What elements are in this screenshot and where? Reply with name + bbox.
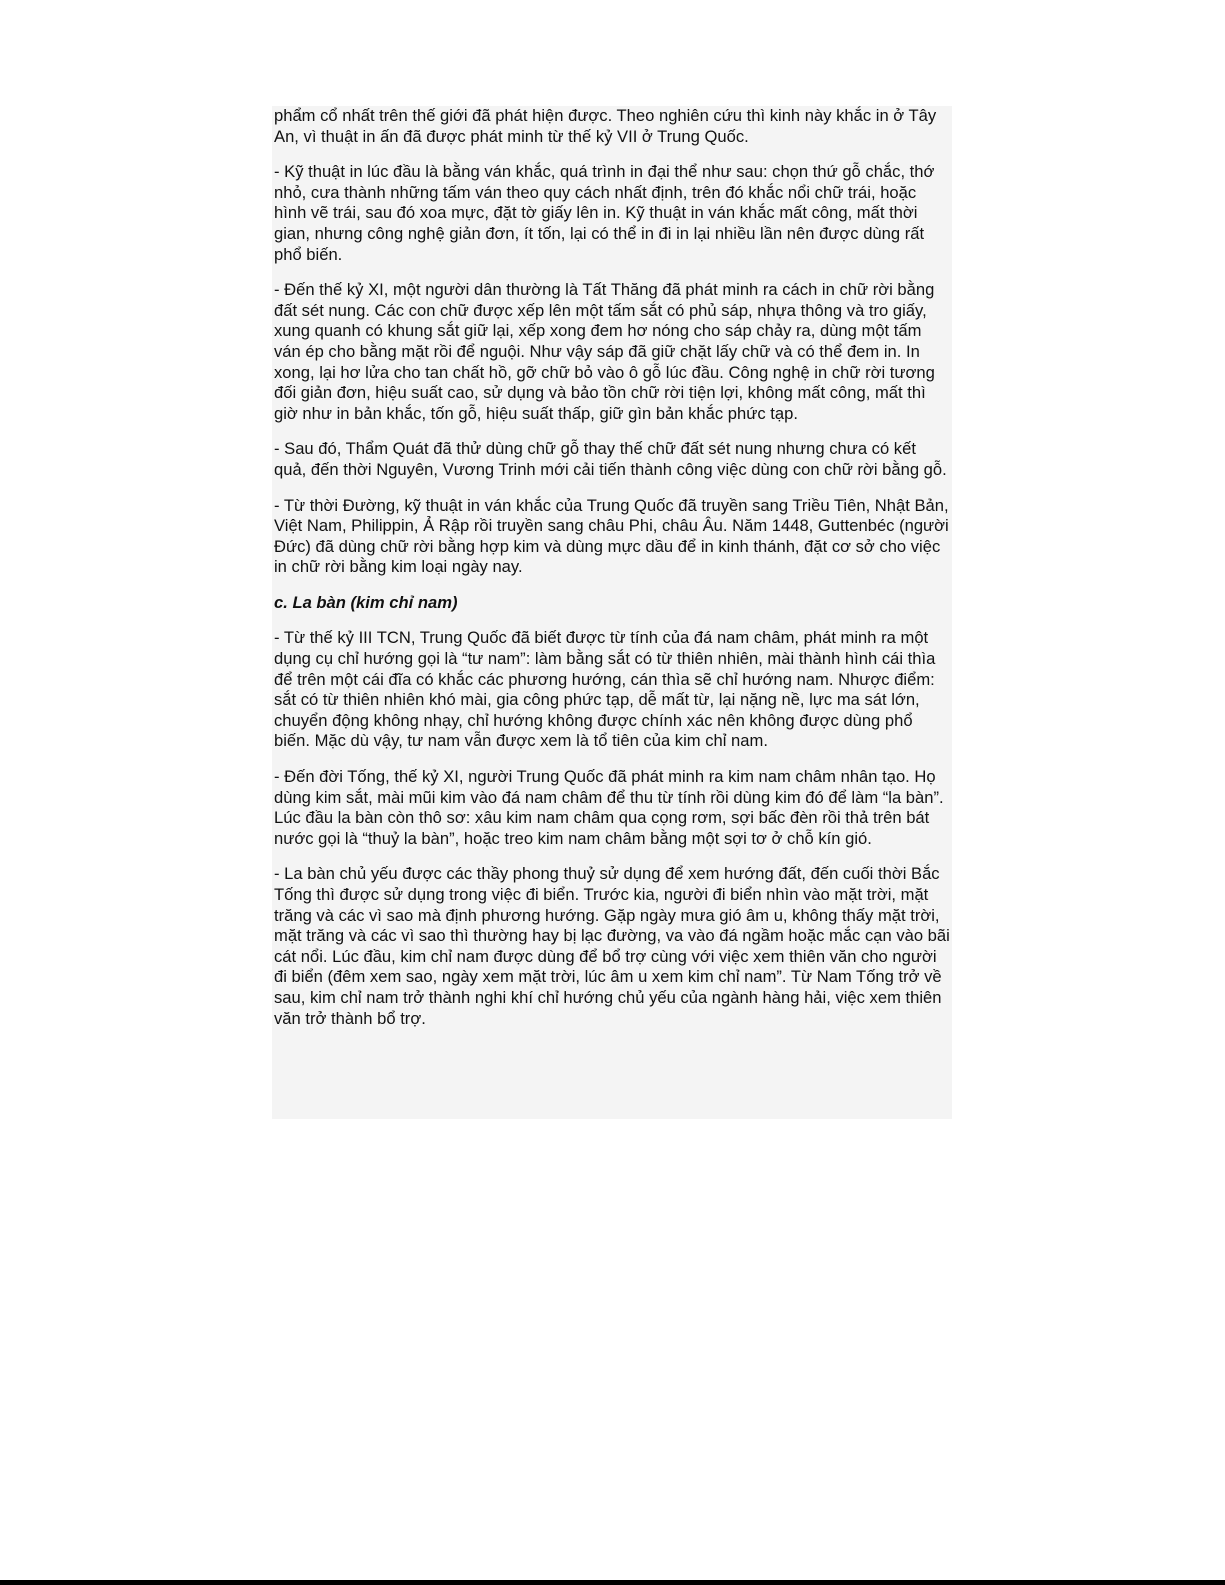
- paragraph: - Đến đời Tống, thế kỷ XI, người Trung Quốc đã phát minh ra kim nam châm nhân tạo. Họ dùng kim sắt, mài mũi kim vào đá nam châm để thu từ tính rồi dùng kim đó để làm “la bàn”. Lúc đầu la bàn còn thô sơ: xâu kim nam châm qua cọng rơm, sợi bấc đèn rồi thả trên bát nước gọi là “thuỷ la bàn”, hoặc treo kim nam châm bằng một sợi tơ ở chỗ kín gió.: [274, 767, 944, 848]
- text-block: [272, 106, 952, 1119]
- paragraph: - Đến thế kỷ XI, một người dân thường là Tất Thăng đã phát minh ra cách in chữ rời bằng đất sét nung. Các con chữ được xếp lên một tấm sắt có phủ sáp, nhựa thông và tro giấy, xung quanh có khung sắt giữ lại, xếp xong đem hơ nóng cho sáp chảy ra, dùng một tấm ván ép cho bằng mặt rồi để nguội. Như vậy sáp đã giữ chặt lấy chữ và có thể đem in. In xong, lại hơ lửa cho tan chất hồ, gỡ chữ bỏ vào ô gỗ lúc đầu. Công nghệ in chữ rời tương đối giản đơn, hiệu suất cao, sử dụng và bảo tồn chữ rời tiện lợi, không mất công, mất thì giờ như in bản khắc, tốn gỗ, hiệu suất thấp, giữ gìn bản khắc phức tạp.: [274, 280, 935, 423]
- paragraph: - Từ thế kỷ III TCN, Trung Quốc đã biết được từ tính của đá nam châm, phát minh ra một dụng cụ chỉ hướng gọi là “tư nam”: làm bằng sắt có từ thiên nhiên, mài thành hình cái thìa để trên một cái đĩa có khắc các phương hướng, cán thìa sẽ chỉ hướng nam. Nhược điểm: sắt có từ thiên nhiên khó mài, gia công phức tạp, dễ mất từ, lại nặng nề, lực ma sát lớn, chuyển động không nhạy, chỉ hướng không được chính xác nên không được dùng phổ biến. Mặc dù vậy, tư nam vẫn được xem là tổ tiên của kim chỉ nam.: [274, 628, 936, 751]
- bottom-rule: [0, 1580, 1225, 1585]
- paragraph: - Kỹ thuật in lúc đầu là bằng ván khắc, quá trình in đại thể như sau: chọn thứ gỗ chắc, thớ nhỏ, cưa thành những tấm ván theo quy cách nhất định, trên đó khắc nổi chữ trái, hoặc hình vẽ trái, sau đó xoa mực, đặt tờ giấy lên in. Kỹ thuật in ván khắc mất công, mất thời gian, nhưng công nghệ giản đơn, ít tốn, lại có thể in đi in lại nhiều lần nên được dùng rất phổ biến.: [274, 162, 935, 264]
- paragraph: - Từ thời Đường, kỹ thuật in ván khắc của Trung Quốc đã truyền sang Triều Tiên, Nhật Bản, Việt Nam, Philippin, Ả Rập rồi truyền sang châu Phi, châu Âu. Năm 1448, Guttenbéc (người Đức) đã dùng chữ rời bằng hợp kim và dùng mực dầu để in kinh thánh, đặt cơ sở cho việc in chữ rời bằng kim loại ngày nay.: [274, 495, 949, 577]
- paragraph: - La bàn chủ yếu được các thầy phong thuỷ sử dụng để xem hướng đất, đến cuối thời Bắc Tống thì được sử dụng trong việc đi biển. Trước kia, người đi biển nhìn vào mặt trời, mặt trăng và các vì sao mà định phương hướng. Gặp ngày mưa gió âm u, không thấy mặt trời, mặt trăng và các vì sao thì thường hay bị lạc đường, va vào đá ngầm hoặc mắc cạn vào bãi cát nổi. Lúc đầu, kim chỉ nam được dùng để bổ trợ cùng với việc xem thiên văn cho người đi biển (đêm xem sao, ngày xem mặt trời, lúc âm u xem kim chỉ nam”. Từ Nam Tống trở về sau, kim chỉ nam trở thành nghi khí chỉ hướng chủ yếu của ngành hàng hải, việc xem thiên văn trở thành bổ trợ.: [274, 864, 950, 1028]
- paragraph: phẩm cổ nhất trên thế giới đã phát hiện được. Theo nghiên cứu thì kinh này khắc in ở Tây An, vì thuật in ấn đã được phát minh từ thế kỷ VII ở Trung Quốc.: [274, 106, 937, 146]
- paragraph: - Sau đó, Thẩm Quát đã thử dùng chữ gỗ thay thế chữ đất sét nung nhưng chưa có kết quả, đến thời Nguyên, Vương Trinh mới cải tiến thành công việc dùng con chữ rời bằng gỗ.: [274, 439, 947, 479]
- section-heading: c. La bàn (kim chỉ nam): [274, 592, 458, 612]
